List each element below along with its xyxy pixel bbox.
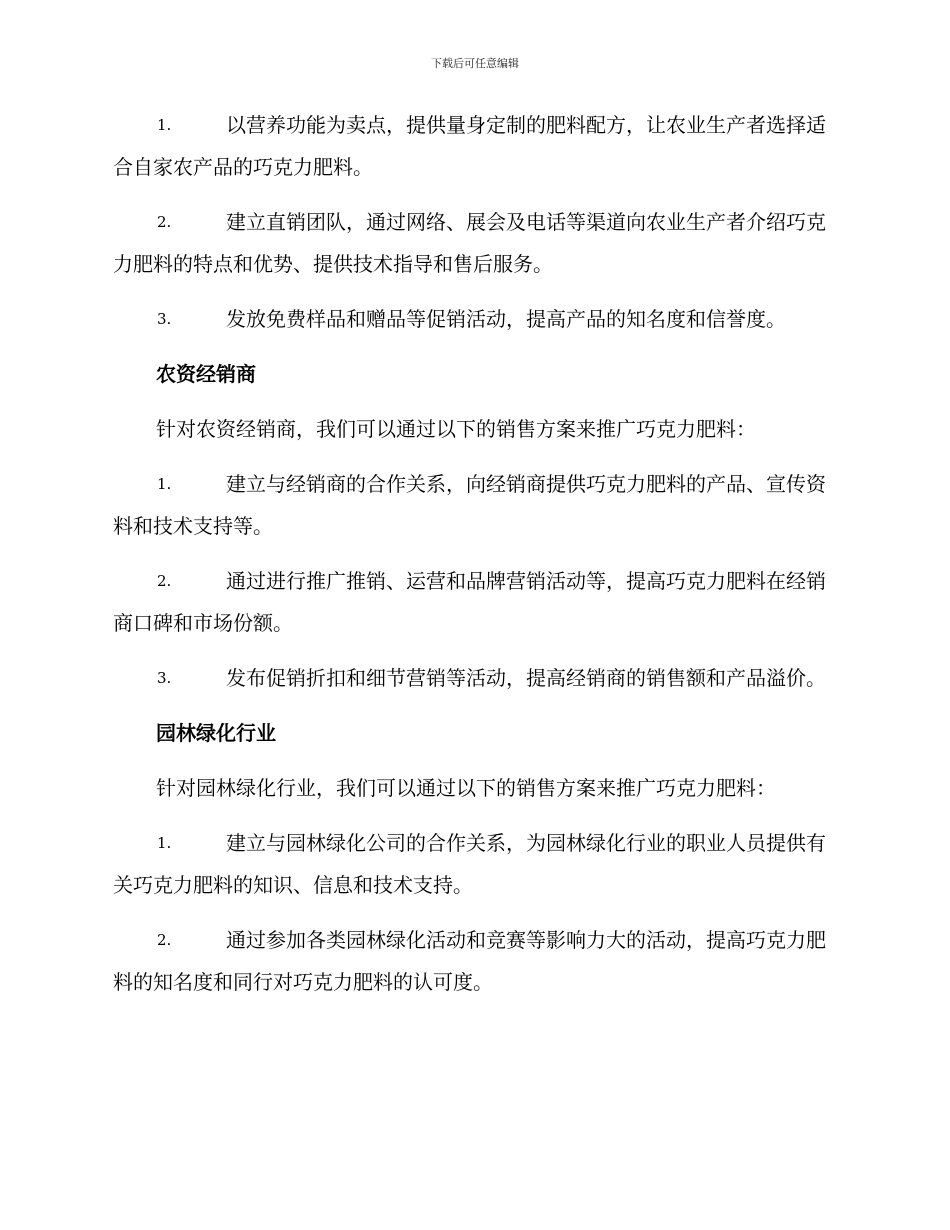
list-item-text: 建立直销团队，通过网络、展会及电话等渠道向农业生产者介绍巧克力肥料的特点和优势、提供技术指导和售后服务。 bbox=[113, 210, 826, 276]
list-number: 2. bbox=[157, 572, 172, 590]
list-item-text: 发布促销折扣和细节营销等活动，提高经销商的销售额和产品溢价。 bbox=[226, 666, 826, 690]
document-body bbox=[113, 104, 839, 1016]
paragraph: 针对农资经销商，我们可以通过以下的销售方案来推广巧克力肥料： bbox=[156, 417, 756, 441]
list-item-text: 发放免费样品和赠品等促销活动，提高产品的知名度和信誉度。 bbox=[226, 307, 786, 331]
list-item bbox=[113, 919, 839, 1003]
list-number: 1. bbox=[157, 475, 172, 493]
list-item bbox=[113, 104, 839, 188]
list-item bbox=[113, 822, 839, 906]
list-item-text: 建立与经销商的合作关系，向经销商提供巧克力肥料的产品、宣传资料和技术支持等。 bbox=[113, 472, 826, 538]
section-heading: 农资经销商 bbox=[156, 362, 256, 386]
paragraph: 针对园林绿化行业，我们可以通过以下的销售方案来推广巧克力肥料： bbox=[156, 776, 776, 800]
list-item bbox=[113, 657, 839, 699]
list-item-text: 通过进行推广推销、运营和品牌营销活动等，提高巧克力肥料在经销商口碑和市场份额。 bbox=[113, 569, 826, 635]
list-item bbox=[113, 463, 839, 547]
list-item-text: 建立与园林绿化公司的合作关系，为园林绿化行业的职业人员提供有关巧克力肥料的知识、信息和技术支持。 bbox=[113, 831, 826, 897]
list-item bbox=[113, 298, 839, 340]
list-item bbox=[113, 560, 839, 644]
list-item-text: 以营养功能为卖点，提供量身定制的肥料配方，让农业生产者选择适合自家农产品的巧克力肥料。 bbox=[113, 113, 826, 179]
list-number: 1. bbox=[157, 116, 172, 134]
list-item-text: 通过参加各类园林绿化活动和竞赛等影响力大的活动，提高巧克力肥料的知名度和同行对巧克力肥料的认可度。 bbox=[113, 928, 826, 994]
section-heading: 园林绿化行业 bbox=[156, 721, 276, 745]
list-number: 2. bbox=[157, 213, 172, 231]
list-number: 1. bbox=[157, 834, 172, 852]
list-number: 2. bbox=[157, 931, 172, 949]
page-header: 下载后可任意编辑 bbox=[431, 57, 519, 70]
list-number: 3. bbox=[157, 669, 172, 687]
list-number: 3. bbox=[157, 310, 172, 328]
list-item bbox=[113, 201, 839, 285]
